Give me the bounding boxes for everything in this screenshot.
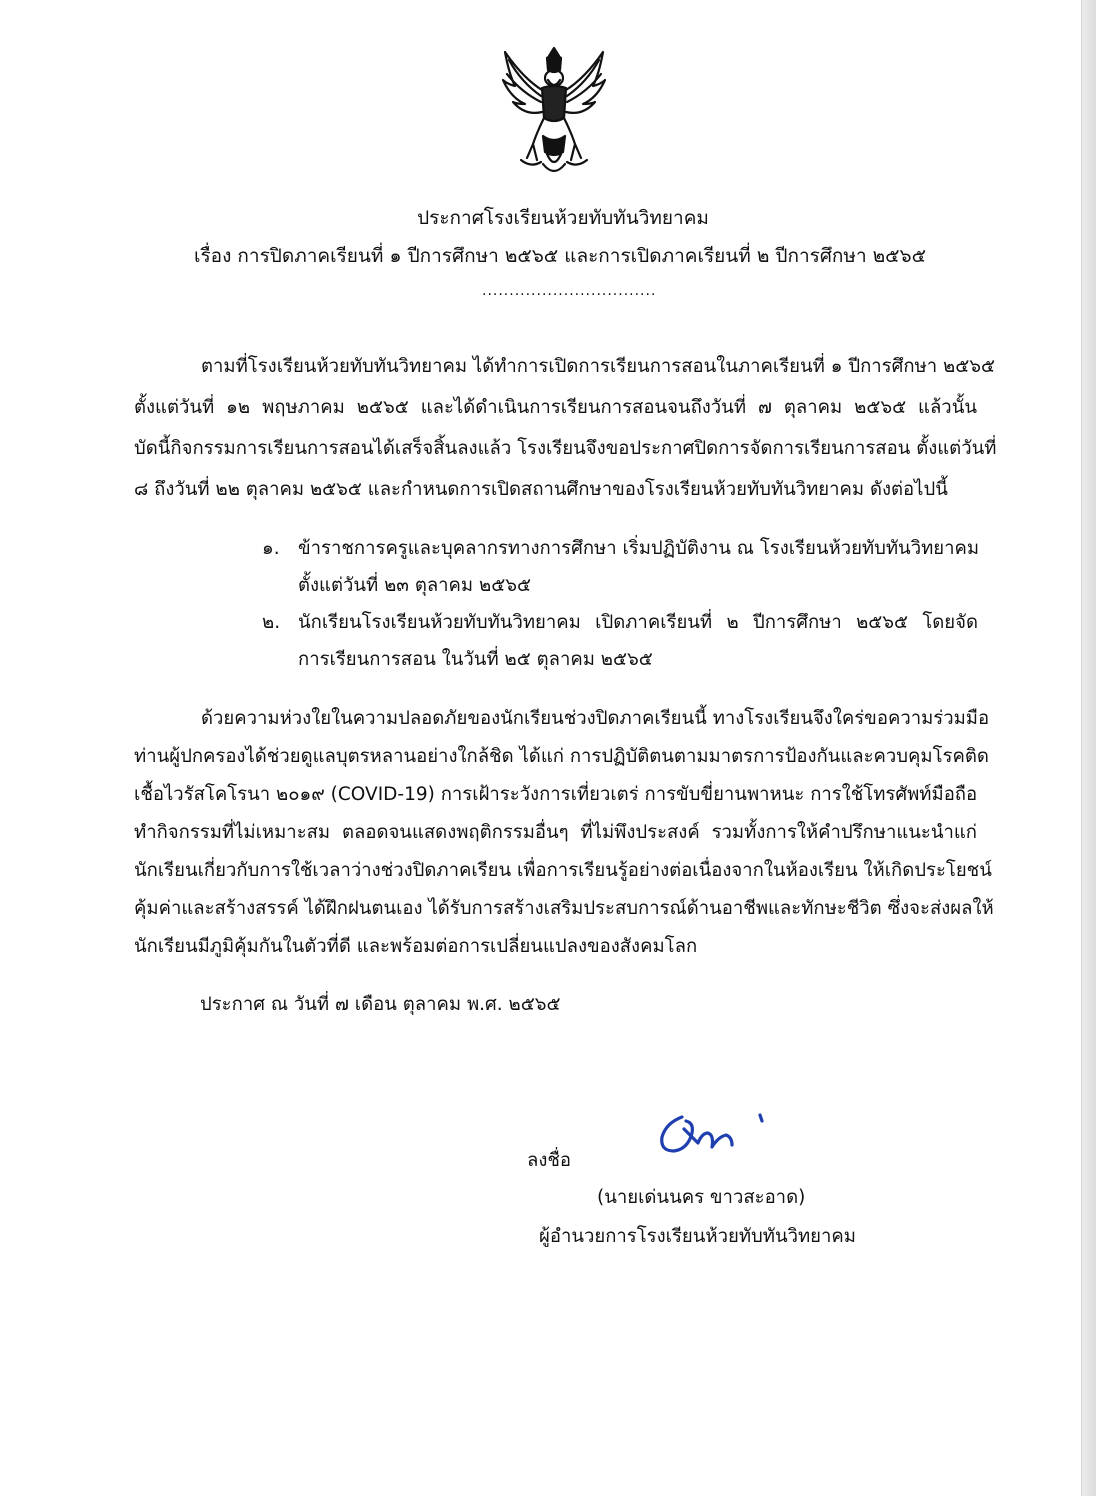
signatory-name: (นายเด่นนคร ขาวสะอาด)	[597, 1187, 806, 1208]
page-edge-shadow	[1081, 0, 1096, 1496]
list-item-line: การเรียนการสอน ในวันที่ ๒๕ ตุลาคม ๒๕๖๕	[298, 649, 653, 670]
announcement-title: ประกาศโรงเรียนห้วยทับทันวิทยาคม	[417, 207, 709, 229]
list-item-line: ตั้งแต่วันที่ ๒๓ ตุลาคม ๒๕๖๕	[298, 575, 531, 596]
paragraph-line: ด้วยความห่วงใยในความปลอดภัยของนักเรียนช่วงปิดภาคเรียนนี้ ทางโรงเรียนจึงใคร่ขอความร่วมมือ	[201, 708, 990, 729]
date-line: ประกาศ ณ วันที่ ๗ เดือน ตุลาคม พ.ศ. ๒๕๖๕	[200, 994, 561, 1015]
paragraph-line: ทำกิจกรรมที่ไม่เหมาะสม ตลอดจนแสดงพฤติกรรมอื่นๆ ที่ไม่พึงประสงค์ รวมทั้งการให้คำปรึกษาแนะนำแก่	[134, 822, 977, 843]
paragraph-line: เชื้อไวรัสโคโรนา ๒๐๑๙ (COVID-19) การเฝ้าระวังการเที่ยวเตร่ การขับขี่ยานพาหนะ การใช้โทรศัพท์มือถือ	[134, 784, 978, 805]
signature-label: ลงชื่อ	[527, 1150, 572, 1171]
announcement-subject: เรื่อง การปิดภาคเรียนที่ ๑ ปีการศึกษา ๒๕๖๕ และการเปิดภาคเรียนที่ ๒ ปีการศึกษา ๒๕๖๕	[193, 245, 926, 267]
paragraph-line: นักเรียนมีภูมิคุ้มกันในตัวที่ดี และพร้อมต่อการเปลี่ยนแปลงของสังคมโลก	[134, 936, 698, 957]
paragraph-line: นักเรียนเกี่ยวกับการใช้เวลาว่างช่วงปิดภาคเรียน เพื่อการเรียนรู้อย่างต่อเนื่องจากในห้องเรียน ให้เกิดประโยชน์	[134, 860, 992, 881]
paragraph-line: คุ้มค่าและสร้างสรรค์ ได้ฝึกฝนตนเอง ได้รับการสร้างเสริมประสบการณ์ด้านอาชีพและทักษะชีวิต ซึ่งจะส่งผลให้	[134, 898, 994, 919]
paragraph-line: ตั้งแต่วันที่ ๑๒ พฤษภาคม ๒๕๖๕ และได้ดำเนินการเรียนการสอนจนถึงวันที่ ๗ ตุลาคม ๒๕๖๕ แล้วนั้น	[134, 397, 977, 418]
signatory-position: ผู้อำนวยการโรงเรียนห้วยทับทันวิทยาคม	[539, 1226, 856, 1247]
garuda-emblem-icon	[497, 40, 612, 180]
list-item-number: ๑.	[262, 538, 280, 559]
paragraph-line: ท่านผู้ปกครองได้ช่วยดูแลบุตรหลานอย่างใกล้ชิด ได้แก่ การปฏิบัติตนตามมาตรการป้องกันและควบคุมโรคติด	[134, 746, 989, 767]
list-item-number: ๒.	[262, 612, 281, 633]
title-separator: ................................	[482, 283, 657, 299]
paragraph-line: ๘ ถึงวันที่ ๒๒ ตุลาคม ๒๕๖๕ และกำหนดการเปิดสถานศึกษาของโรงเรียนห้วยทับทันวิทยาคม ดังต่อไปนี้	[134, 479, 948, 500]
list-item-line: นักเรียนโรงเรียนห้วยทับทันวิทยาคม เปิดภาคเรียนที่ ๒ ปีการศึกษา ๒๕๖๕ โดยจัด	[298, 612, 978, 633]
paragraph-line: ตามที่โรงเรียนห้วยทับทันวิทยาคม ได้ทำการเปิดการเรียนการสอนในภาคเรียนที่ ๑ ปีการศึกษา ๒๕๖๕	[201, 356, 995, 377]
paragraph-line: บัดนี้กิจกรรมการเรียนการสอนได้เสร็จสิ้นลงแล้ว โรงเรียนจึงขอประกาศปิดการจัดการเรียนการสอน ตั้งแต่วันที่	[134, 438, 997, 459]
list-item-line: ข้าราชการครูและบุคลากรทางการศึกษา เริ่มปฏิบัติงาน ณ โรงเรียนห้วยทับทันวิทยาคม	[298, 538, 980, 559]
handwritten-signature	[652, 1103, 772, 1163]
